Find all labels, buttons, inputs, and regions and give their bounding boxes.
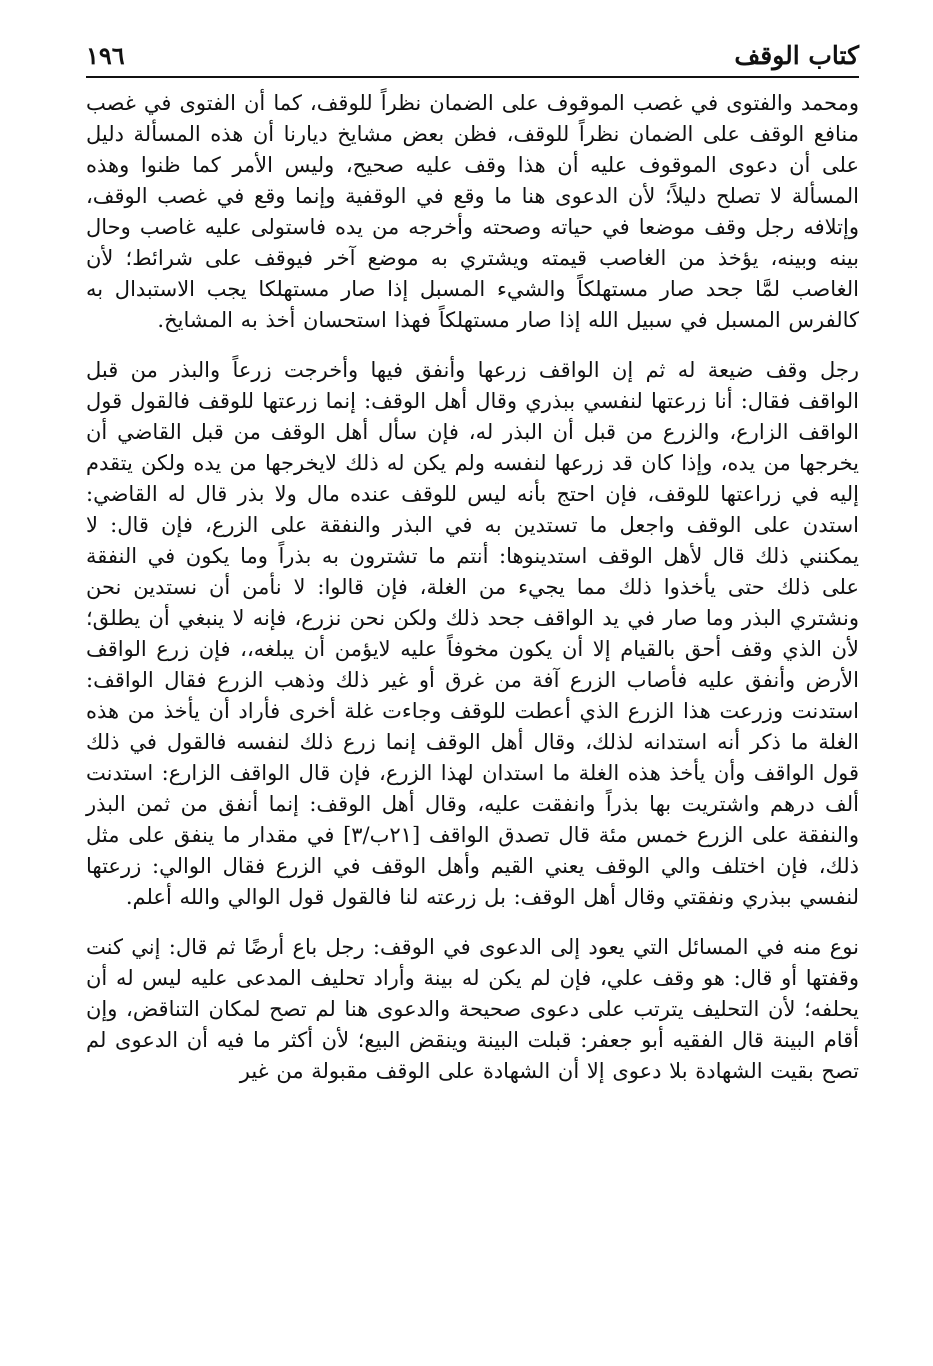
page-body: [86, 88, 859, 1106]
page-number: ١٩٦: [86, 41, 125, 70]
running-title: كتاب الوقف: [734, 41, 859, 70]
page-header: [86, 24, 859, 68]
paragraph-3: نوع منه في المسائل التي يعود إلى الدعوى في الوقف: رجل باع أرضًا ثم قال: إني كنت وقفتها أو قال: هو وقف علي، فإن لم يكن له بينة وأراد تحليف المدعى عليه ليس له أن يحلفه؛ لأن التحليف يترتب على دعوى صحيحة والدعوى هنا لم تصح لمكان التناقض، وإن أقام البينة قال الفقيه أبو جعفر: قبلت البينة وينقض البيع؛ لأن أكثر ما فيه أن الدعوى لم تصح بقيت الشهادة بلا دعوى إلا أن الشهادة على الوقف مقبولة من غير: [86, 935, 859, 1083]
paragraph-2: رجل وقف ضيعة له ثم إن الواقف زرعها وأنفق فيها وأخرجت زرعاً والبذر من قبل الواقف فقال: أنا زرعتها لنفسي ببذري وقال أهل الوقف: إنما زرعتها للوقف فالقول قول الواقف الزارع، والزرع من قبل أن البذر له، فإن سأل أهل الوقف من قبل القاضي أن يخرجها من يده، وإذا كان قد زرعها لنفسه ولم يكن له ذلك لايخرجها من يده ولكن يتقدم إليه في زراعتها للوقف، فإن احتج بأنه ليس للوقف عنده مال ولا بذر قال له القاضي: استدن على الوقف واجعل ما تستدين به في البذر والنفقة على الزرع، فإن قال: لا يمكنني ذلك قال لأهل الوقف استدينوها: أنتم ما تشترون به بذراً وما يكون في النفقة على ذلك حتى يأخذوا ذلك مما يجيء من الغلة، فإن قالوا: لا نأمن أن نستدين نحن ونشتري البذر وما صار في يد الواقف جحد ذلك ولكن نحن نزرع، فإنه لا ينبغي أن يطلق؛ لأن الذي وقف أحق بالقيام إلا أن يكون مخوفاً عليه لايؤمن أن يبلغه،، فإن زرع الواقف الأرض وأنفق عليه فأصاب الزرع آفة من غرق أو غير ذلك وذهب الزرع فقال الواقف: استدنت وزرعت هذا الزرع الذي أعطت للوقف وجاءت غلة أخرى فأراد أن يأخذ من هذه الغلة ما ذكر أنه استدانه لذلك، وقال أهل الوقف إنما زرع ذلك لنفسه فالقول في ذلك قول الواقف وأن يأخذ هذه الغلة ما استدان لهذا الزرع، فإن قال الواقف الزارع: استدنت ألف درهم واشتريت بها بذراً وانفقت عليه، وقال أهل الوقف: إنما أنفق من ثمن البذر والنفقة على الزرع خمس مئة قال تصدق الواقف [٢١ب/٣] في مقدار ما ينفق على مثل ذلك، فإن اختلف والي الوقف يعني القيم وأهل الوقف في الزرع فقال الوالي: زرعتها لنفسي ببذري ونفقتي وقال أهل الوقف: بل زرعته لنا فالقول قول الوالي والله أعلم.: [86, 358, 859, 909]
paragraph-1: ومحمد والفتوى في غصب الموقوف على الضمان نظراً للوقف، كما أن الفتوى في غصب منافع الوقف على الضمان نظراً للوقف، فظن بعض مشايخ ديارنا أن هذه المسألة دليل على أن دعوى الموقوف عليه أن هذا وقف عليه صحيح، وليس الأمر كما ظنوا وهذه المسألة لا تصلح دليلاً؛ لأن الدعوى هنا ما وقع في الوقفية وإنما وقع في غصب الوقف، وإتلافه رجل وقف موضعا في حياته وصحته وأخرجه من يده فاستولى عليه غاصب وحال بينه وبينه، يؤخذ من الغاصب قيمته ويشتري به موضع آخر فيوقف على شرائط؛ لأن الغاصب لمَّا جحد صار مستهلكاً والشيء المسبل إذا صار مستهلكا يجب الاستبدال به كالفرس المسبل في سبيل الله إذا صار مستهلكاً فهذا استحسان أخذ به المشايخ.: [86, 91, 859, 332]
header-rule: [86, 76, 859, 78]
